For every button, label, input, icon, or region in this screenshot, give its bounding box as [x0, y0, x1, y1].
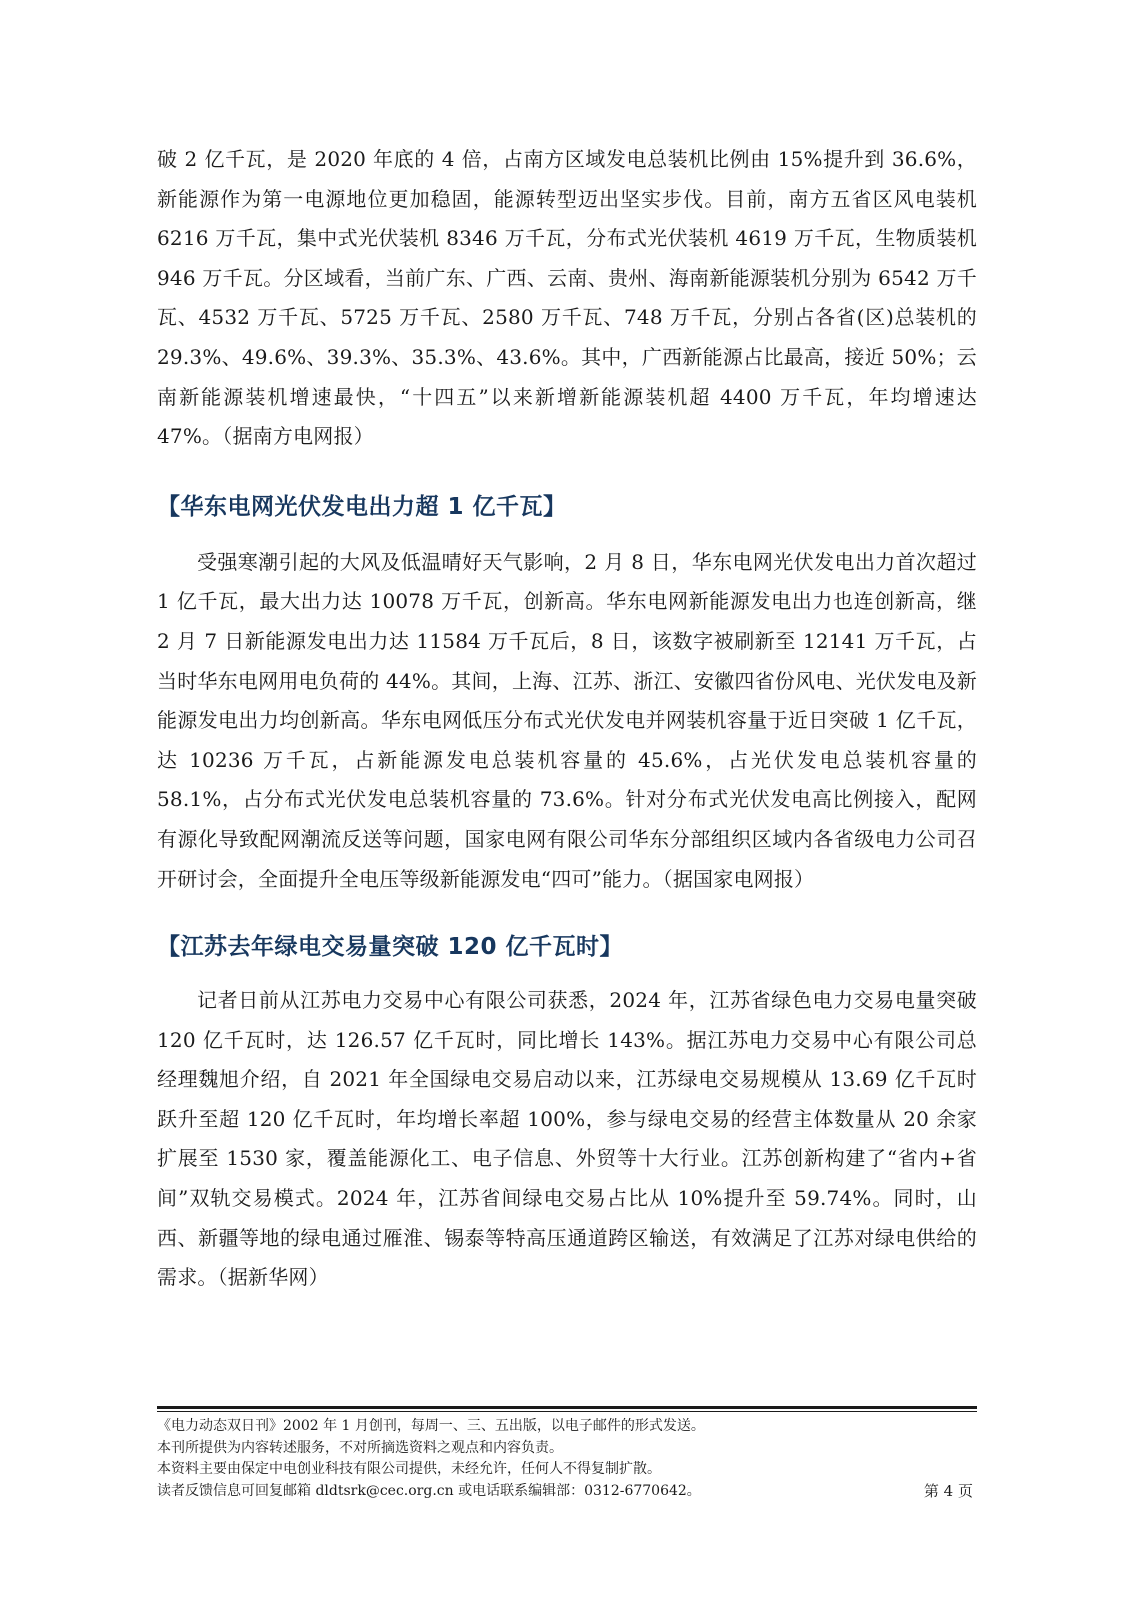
- document-page: [157, 140, 977, 1298]
- section-1-paragraph: 破 2 亿千瓦，是 2020 年底的 4 倍，占南方区域发电总装机比例由 15%提升到 36.6%，新能源作为第一电源地位更加稳固，能源转型迈出坚实步伐。目前，南方五省区风电装机 6216 万千瓦，集中式光伏装机 8346 万千瓦，分布式光伏装机 4619 万千瓦，生物质装机 946 万千瓦。分区域看，当前广东、广西、云南、贵州、海南新能源装机分别为 6542 万千瓦、4532 万千瓦、5725 万千瓦、2580 万千瓦、748 万千瓦，分别占各省(区)总装机的 29.3%、49.6%、39.3%、35.3%、43.6%。其中，广西新能源占比最高，接近 50%；云南新能源装机增速最快，“十四五”以来新增新能源装机超 4400 万千瓦，年均增速达 47%。（据南方电网报）: [157, 147, 977, 449]
- page-number: 第 4 页: [923, 1481, 973, 1500]
- footer-divider-thick: [157, 1406, 977, 1409]
- section-3-paragraph: 记者日前从江苏电力交易中心有限公司获悉，2024 年，江苏省绿色电力交易电量突破 120 亿千瓦时，达 126.57 亿千瓦时，同比增长 143%。据江苏电力交易中心有限公司总经理魏旭介绍，自 2021 年全国绿电交易启动以来，江苏绿电交易规模从 13.69 亿千瓦时跃升至超 120 亿千瓦时，年均增长率超 100%，参与绿电交易的经营主体数量从 20 余家扩展至 1530 家，覆盖能源化工、电子信息、外贸等十大行业。江苏创新构建了“省内+省间”双轨交易模式。2024 年，江苏省间绿电交易占比从 10%提升至 59.74%。同时，山西、新疆等地的绿电通过雁淮、锡泰等特高压通道跨区输送，有效满足了江苏对绿电供给的需求。（据新华网）: [157, 988, 977, 1290]
- section-2-paragraph: 受强寒潮引起的大风及低温晴好天气影响，2 月 8 日，华东电网光伏发电出力首次超过 1 亿千瓦，最大出力达 10078 万千瓦，创新高。华东电网新能源发电出力也连创新高，继 2 月 7 日新能源发电出力达 11584 万千瓦后，8 日，该数字被刷新至 12141 万千瓦，占当时华东电网用电负荷的 44%。其间，上海、江苏、浙江、安徽四省份风电、光伏发电及新能源发电出力均创新高。华东电网低压分布式光伏发电并网装机容量于近日突破 1 亿千瓦，达 10236 万千瓦，占新能源发电总装机容量的 45.6%，占光伏发电总装机容量的 58.1%，占分布式光伏发电总装机容量的 73.6%。针对分布式光伏发电高比例接入，配网有源化导致配网潮流反送等问题，国家电网有限公司华东分部组织区域内各省级电力公司召开研讨会，全面提升全电压等级新能源发电“四可”能力。（据国家电网报）: [157, 549, 977, 891]
- page-footer: [157, 1406, 977, 1502]
- footer-divider-thin: [157, 1411, 977, 1412]
- footer-line-contact: 读者反馈信息可回复邮箱 dldtsrk@cec.org.cn 或电话联系编辑部：0312-6770642。: [157, 1482, 701, 1499]
- footer-line-publication: 《电力动态双日刊》2002 年 1 月创刊，每周一、三、五出版，以电子邮件的形式发送。: [157, 1418, 705, 1434]
- section-2-heading: 【华东电网光伏发电出力超 1 亿千瓦】: [157, 493, 567, 520]
- footer-line-disclaimer: 本刊所提供为内容转述服务，不对所摘选资料之观点和内容负责。: [157, 1439, 563, 1456]
- footer-line-copyright: 本资料主要由保定中电创业科技有限公司提供，未经允许，任何人不得复制扩散。: [157, 1461, 661, 1477]
- section-3-heading: 【江苏去年绿电交易量突破 120 亿千瓦时】: [157, 934, 624, 961]
- footer-text: [157, 1416, 977, 1502]
